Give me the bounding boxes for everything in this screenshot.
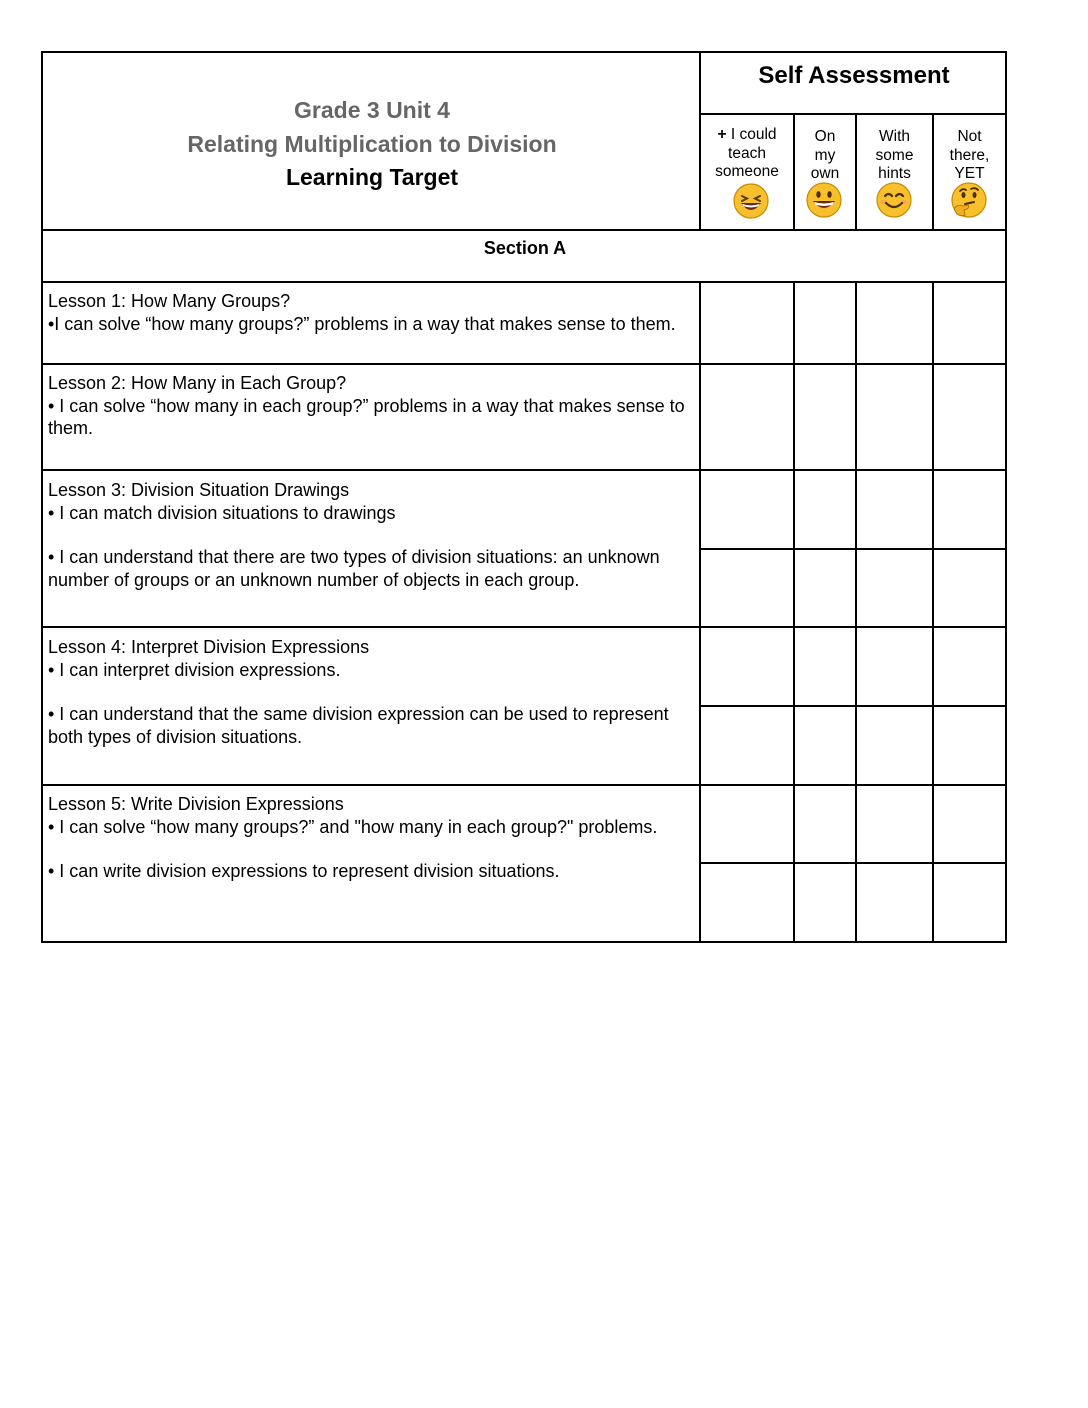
target-column-divider-body — [699, 281, 701, 943]
row1-bottom-line — [41, 363, 1007, 365]
grinning-face-icon — [806, 182, 842, 218]
learning-target-text: • I can solve “how many in each group?” problems in a way that makes sense to them. — [48, 395, 685, 438]
col3-divider-body — [855, 281, 857, 943]
self-assessment-heading: Self Assessment — [758, 62, 950, 89]
column-label-line: there, — [949, 146, 990, 164]
lesson-5-cell — [48, 793, 694, 883]
lesson-title: Lesson 1: How Many Groups? — [48, 291, 291, 311]
grade-unit-title: Grade 3 Unit 4 — [294, 97, 450, 123]
lesson-title: Lesson 3: Division Situation Drawings — [48, 480, 350, 500]
learning-target-text: • I can interpret division expressions. — [48, 659, 341, 680]
thinking-face-icon — [951, 182, 987, 218]
column-label-line: YET — [954, 165, 985, 182]
column-header-hints — [857, 128, 932, 184]
self-assessment-divider — [700, 113, 1007, 115]
column-label-line: I could — [726, 126, 777, 143]
column-label-line: someone — [715, 163, 779, 180]
column-label-line: With — [879, 128, 910, 145]
column-label-line: teach — [728, 144, 766, 162]
section-label: Section A — [483, 238, 567, 258]
plus-sign: + — [717, 126, 727, 143]
learning-target-text: • I can write division expressions to represent division situations. — [48, 861, 560, 881]
lesson-1-cell — [48, 290, 694, 335]
table-border-top — [41, 51, 1007, 53]
learning-target-text: • I can solve “how many groups?” and "how many in each group?" problems. — [48, 816, 658, 837]
learning-target-text: • I can understand that the same division expression can be used to represent both types of division situations. — [48, 704, 669, 747]
row4-mid-line — [700, 705, 1007, 707]
column-header-teach — [701, 126, 793, 182]
title-block — [44, 94, 700, 195]
learning-target-heading: Learning Target — [285, 164, 459, 190]
column-label-line: own — [810, 165, 840, 182]
row3-mid-line — [700, 548, 1007, 550]
learning-target-text: •I can solve “how many groups?” problems in a way that makes sense to them. — [48, 313, 676, 334]
learning-target-text: • I can match division situations to drawings — [48, 502, 396, 523]
col2-divider-body — [793, 281, 795, 943]
row5-mid-line — [700, 862, 1007, 864]
header-bottom-line — [41, 229, 1007, 231]
column-label-line: Not — [957, 128, 982, 145]
lesson-title: Lesson 2: How Many in Each Group? — [48, 373, 347, 393]
section-bottom-line — [41, 281, 1007, 283]
lesson-title: Lesson 4: Interpret Division Expressions — [48, 637, 370, 657]
column-label-line: some — [875, 146, 914, 164]
column-header-own — [795, 128, 855, 184]
table-border-left — [41, 51, 43, 943]
column-header-not-yet — [934, 128, 1005, 184]
column-label-line: On — [814, 128, 836, 145]
column-label-line: my — [814, 146, 836, 164]
table-border-bottom — [41, 941, 1007, 943]
lesson-2-cell — [48, 372, 694, 440]
row2-bottom-line — [41, 469, 1007, 471]
lesson-3-cell — [48, 479, 694, 591]
grinning-squinting-face-icon — [733, 183, 769, 219]
lesson-4-cell — [48, 636, 694, 748]
col4-divider-body — [932, 281, 934, 943]
row3-bottom-line — [41, 626, 1007, 628]
lesson-title: Lesson 5: Write Division Expressions — [48, 794, 344, 814]
learning-target-text: • I can understand that there are two types of division situations: an unknown number of groups or an unknown number of objects in each group. — [48, 547, 660, 590]
unit-name-title: Relating Multiplication to Division — [187, 130, 557, 157]
table-border-right — [1005, 51, 1007, 943]
smiling-face-icon — [876, 182, 912, 218]
row4-bottom-line — [41, 784, 1007, 786]
column-label-line: hints — [878, 165, 911, 182]
